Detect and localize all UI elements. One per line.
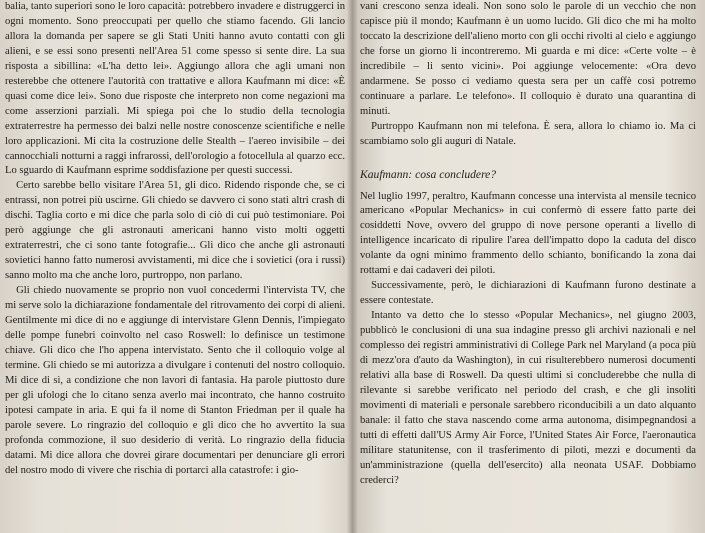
paragraph: balia, tanto superiori sono le loro capacità: potrebbero invadere e distruggerci in ogni momento. Sono preoccupati per quello che stiamo facendo. Gli lancio allora la domanda per sapere se gli Stati Uniti hanno avuto contatti con gli alieni, e se essi sono presenti nell'Area 51 come spesso si sente dire. La sua risposta a sibillina: «L'ha detto lei». Aggiungo allora che agli umani non resterebbe che ottenere l'autorità con trattative e allora Kaufmann mi dice: «È quasi come dice lei». Sono due risposte che interpreto non come negazioni ma come asserzioni parziali. Mi spiega poi che lo studio della tecnologia extraterrestre ha permesso dei balzi nelle nostre conoscenze scientifiche e nelle loro applicazioni. Mi cita la costruzione delle Stealth – l'aereo invisibile – dei cannocchiali notturni a raggi infrarossi, dell'orologio a fotocellula al quarzo ecc. Lo sguardo di Kaufmann esprime soddisfazione per questi successi. xyxy=(5,1,345,177)
section-title: Kaufmann: cosa concludere? xyxy=(360,167,497,181)
left-page xyxy=(5,0,345,533)
paragraph: vani crescono senza ideali. Non sono solo le parole di un vecchio che non capisce più il mondo; Kaufmann è un uomo lucido. Gli dico che mi ha molto toccato la descrizione dell'alieno morto con gli occhi rivolti al cielo e aggiungo che forse un giorno li incontreremo. Mi guarda e mi dice: «Certe volte – è incredibile – li sento vicini». Poi aggiunge velocemente: «Ora devo andarmene. Se posso ci vediamo questa sera per un caffè così potremo continuare a parlare. Le telefono». Il colloquio è durato una quarantina di minuti. xyxy=(360,1,696,117)
right-page xyxy=(360,0,696,533)
paragraph: Nel luglio 1997, peraltro, Kaufmann concesse una intervista al mensile tecnico americano «Popular Mechanics» in cui confermò di essere fatto parte dei cosiddetti Nove, ovvero del gruppo di nove persone operanti a livello di intelligence incaricato di ripulire l'area dell'impatto dopo la caduta del disco volante da ogni minimo frammento dello schianto, bonificando la zona dai rottami e dai cadaveri dei piloti. xyxy=(360,190,696,277)
paragraph: Successivamente, però, le dichiarazioni di Kaufmann furono destinate a essere contestate. xyxy=(360,280,696,307)
paragraph: Intanto va detto che lo stesso «Popular Mechanics», nel giugno 2003, pubblicò le conclusioni di una sua indagine presso gli archivi nazionali e nel complesso dei registri amministrativi di College Park nel Maryland (a poca più di mezz'ora d'auto da Washington), in cui risulterebbero numerosi documenti relativi alla base di Roswell. Da questi ultimi si concluderebbe che nulla di rilevante si sarebbe verificato nel periodo del crash, e che gli insoliti movimenti di materiali e personale sarebbero riconducibili a un dato alquanto banale: il fatto che stava nascendo come arma autonoma, disimpegnandosi a tutti di effetti dall'US Army Air Force, l'United States Air Force, l'aeronautica militare statunitense, con il trasferimento di piloti, mezzi e documenti da un'amministrazione (quella dell'esercito) alla neonata USAF. Dobbiamo crederci? xyxy=(360,310,696,486)
paragraph: Purtroppo Kaufmann non mi telefona. È sera, allora lo chiamo io. Ma ci scambiamo solo gli auguri di Natale. xyxy=(360,120,696,147)
paragraph: Certo sarebbe bello visitare l'Area 51, gli dico. Ridendo risponde che, se ci entrassi, non potrei più uscirne. Gli chiedo se davvero ci sono stati altri crash di dischi. Taglia corto e mi dice che parla solo di ciò di cui può testimoniare. Poi però aggiunge che gli astronauti americani hanno visto molti oggetti extraterrestri, che ci sono tante fotografie... Gli dico che anche gli astronauti sovietici hanno fatto numerosi avvistamenti, mi dice che i sovietici (ora i russi) sanno molto ma che anche loro, purtroppo, non parlano. xyxy=(5,180,345,282)
paragraph: Gli chiedo nuovamente se proprio non vuol concedermi l'intervista TV, che mi serve solo la dichiarazione fondamentale del ritrovamento dei corpi di alieni. Gentilmente mi dice di no e aggiunge di intervistare Glenn Dennis, l'impiegato delle pompe funebri coinvolto nel caso Roswell: lo definisce un testimone chiave. Gli dico che l'ho appena intervistato. Sento che il colloquio volge al termine. Gli chiedo se mi autorizza a divulgare i contenuti del nostro colloquio. Mi dice di sì, a condizione che non lavori di fantasia. Ha parole piuttosto dure per gli ufologi che lo citano senza averlo mai incontrato, che hanno costruito ipotesi campate in aria. E qui fa il nome di Stanton Friedman per il quale ha parole severe. Lo ringrazio del colloquio e gli dico che ho avvertito la sua profonda commozione, il suo desiderio di verità. Lo ringrazio della fiducia datami. Mi dice allora che dovrei girare documentari per denunciare gli errori del nostro modo di vivere che rischia di portarci alla catastrofe: i gio- xyxy=(5,285,345,476)
